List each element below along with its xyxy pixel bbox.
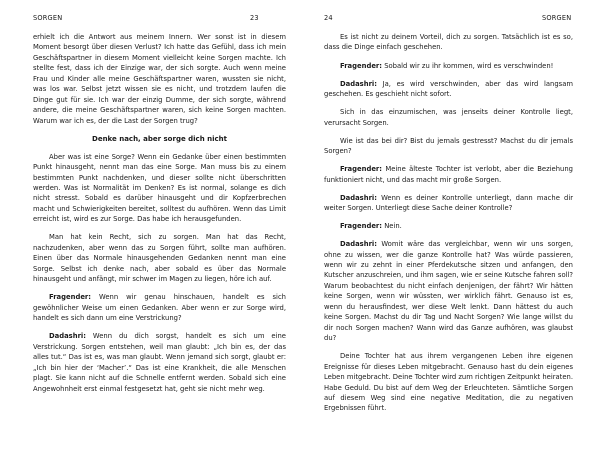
question-text: Nein. xyxy=(384,222,402,231)
left-opening-paragraph: erhielt ich die Antwort aus meinem Innern. Wer sonst ist in diesem Moment besorgt über diesen Verlust? Ich hatte das Gefühl, dass ich mein Geschäftspartner in diesem Moment vielleicht keine Sorgen machte. Ich stellte fest, dass ich der Einzige war, der sich sorgte. Auch wenn meine Frau und Kinder alle meine Geschäftspartner waren, wussten sie nicht, was los war. Selbst jetzt wissen sie es nicht, und trotzdem laufen die Dinge gut für sie. Ich war der einzig Dumme, der sich sorgte, während andere, die meine Geschäftspartner waren, sich keine Sorgen machten. Warum war ich es, der die Last der Sorgen trug? xyxy=(33,33,286,125)
speaker-label: Fragender: xyxy=(340,165,383,174)
question-text: Sobald wir zu ihr kommen, wird es verschwinden! xyxy=(384,61,554,70)
right-question-3 xyxy=(324,221,573,231)
left-page-number: 23 xyxy=(250,14,259,22)
speaker-label: Dadashri: xyxy=(340,240,377,249)
speaker-label: Dadashri: xyxy=(340,193,377,202)
right-paragraph-1: Es ist nicht zu deinem Vorteil, dich zu sorgen. Tatsächlich ist es so, dass die Dinge einfach geschehen. xyxy=(324,33,573,52)
left-page-body xyxy=(33,32,286,402)
left-running-title: SORGEN xyxy=(33,14,63,22)
right-page-number: 24 xyxy=(324,14,333,22)
answer-text: Womit wäre das vergleichbar, wenn wir uns sorgen, ohne zu wissen, wer die ganze Kontrolle hat? Was würde passieren, wenn wir zu zehnt in einer Pferdekutsche sitzen und anfangen, den Kutscher anzuschreien, und ihm sagen, wie er seine Kutsche fahren soll? Warum beobachtest du nicht einfach denjenigen, der fährt? Wir hätten keine Sorgen, wenn wir wüssten, wer wirklich fährt. Genauso ist es, wenn du herausfindest, wer diese Welt lenkt. Dann hättest du auch keine Sorgen. Machst du dir Tag und Nacht Sorgen? Wie lange willst du dir noch Sorgen machen? Wann wird das Ganze aufhören, was glaubst du? xyxy=(324,240,573,343)
right-paragraph-4: Deine Tochter hat aus ihrem vergangenen Leben ihre eigenen Ereignisse für dieses Leben mitgebracht. Genauso hast du dein eigenes Leben mitgebracht. Deine Tochter wird zum richtigen Zeitpunkt heiraten. Habe Geduld. Du bist auf dem Weg der Erleuchteten. Sämtliche Sorgen auf diesem Weg sind eine negative Meditation, die zu negativen Ergebnissen führt. xyxy=(324,352,573,413)
left-paragraph-1: Aber was ist eine Sorge? Wenn ein Gedanke über einen bestimmten Punkt hinausgeht, nennt man das eine Sorge. Man muss bis zu einem bestimmten Punkt nachdenken, und dieser sollte nicht überschritten werden. Was ist Normalität im Denken? Es ist normal, solange es dich nicht stresst. Sobald es darüber hinausgeht und dir Kopfzerbrechen macht und Schwierigkeiten bereitet, solltest du aufhören. Wenn das Limit erreicht ist, wird es zur Sorge. Das habe ich herausgefunden. xyxy=(33,152,286,224)
speaker-label: Fragender: xyxy=(49,293,92,302)
section-heading: Denke nach, aber sorge dich nicht xyxy=(92,134,227,143)
answer-text: Wenn du dich sorgst, handelt es sich um eine Verstrickung. Sorgen entstehen, weil man glaubt: „Ich bin es, der das alles tut.“ Das ist es, was man glaubt. Wenn jemand sich sorgt, glaubt er: „Ich bin hier der ‘Macher’.“ Das ist eine Krankheit, die alle Menschen plagt. Sie kann nicht auf die Schnelle entfernt werden. Sobald sich eine Angewohnheit erst einmal festgesetzt hat, geht sie nicht mehr weg. xyxy=(33,332,286,393)
right-answer-3 xyxy=(324,239,573,344)
left-answer xyxy=(33,331,286,394)
speaker-label: Fragender: xyxy=(340,61,383,70)
right-answer-1 xyxy=(324,79,573,100)
right-running-title: SORGEN xyxy=(542,14,572,22)
answer-text: Wenn es deiner Kontrolle unterliegt, dann mache dir weiter Sorgen. Unterliegt diese Sache deiner Kontrolle? xyxy=(324,193,573,212)
right-question-1 xyxy=(324,61,573,71)
right-question-2 xyxy=(324,164,573,185)
question-text: Wenn wir genau hinschauen, handelt es sich gewöhnlicher Weise um einen Gedanken. Aber wenn er zur Sorge wird, handelt es sich dann um eine Verstrickung? xyxy=(33,293,286,323)
right-answer-2 xyxy=(324,193,573,214)
speaker-label: Fragender: xyxy=(340,222,383,231)
left-question xyxy=(33,292,286,323)
speaker-label: Dadashri: xyxy=(340,79,377,88)
question-text: Meine älteste Tochter ist verlobt, aber die Beziehung funktioniert nicht, und das macht mir große Sorgen. xyxy=(324,165,573,184)
right-paragraph-2: Sich in das einzumischen, was jenseits deiner Kontrolle liegt, verursacht Sorgen. xyxy=(324,108,573,127)
answer-text: Ja, es wird verschwinden, aber das wird langsam geschehen. Es geschieht nicht sofort. xyxy=(324,79,573,98)
speaker-label: Dadashri: xyxy=(49,332,86,341)
right-page xyxy=(300,0,600,465)
left-paragraph-2: Man hat kein Recht, sich zu sorgen. Man hat das Recht, nachzudenken, aber wenn das zu Sorgen führt, sollte man aufhören. Einen über das Normale hinausgehenden Gedanken nennt man eine Sorge. Selbst ich denke nach, aber sobald es über das Normale hinausgeht und anfängt, mir schwer im Magen zu liegen, höre ich auf. xyxy=(33,233,286,284)
right-page-body xyxy=(324,32,573,422)
right-paragraph-3: Wie ist das bei dir? Bist du jemals gestresst? Machst du dir jemals Sorgen? xyxy=(324,136,573,155)
